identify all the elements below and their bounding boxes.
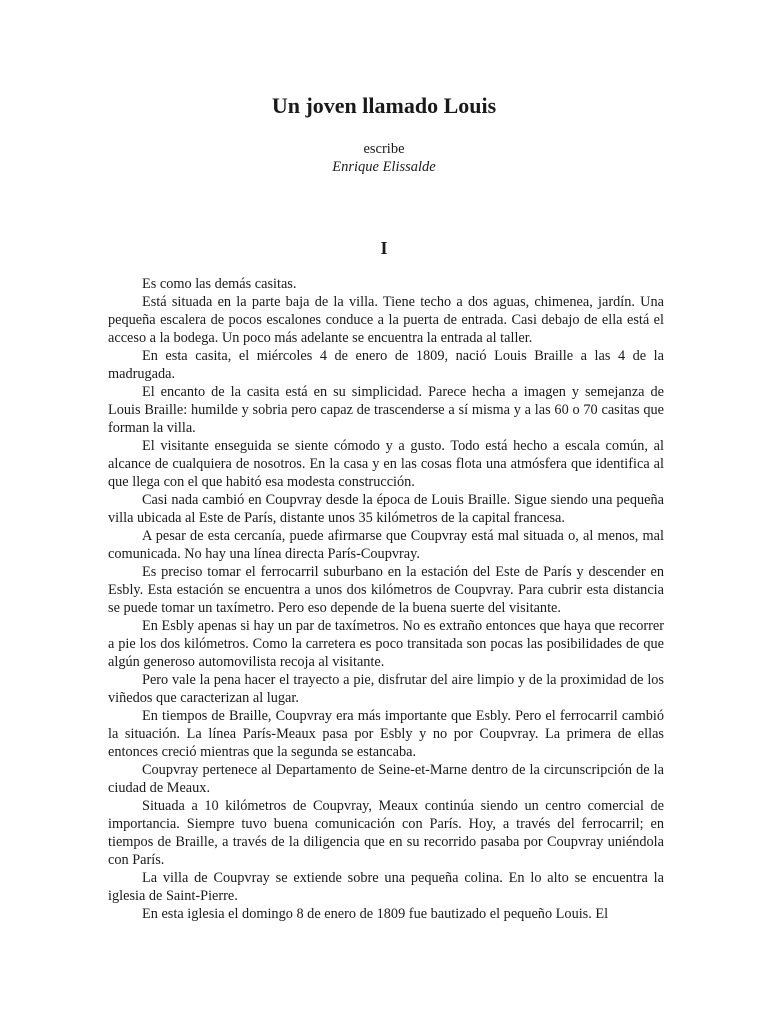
paragraph: En tiempos de Braille, Coupvray era más importante que Esbly. Pero el ferrocarril cambió la situación. La línea París-Meaux pasa por Esbly y no por Coupvray. La primera de ellas entonces creció mientras que la segunda se estancaba. (108, 708, 664, 760)
paragraph: En esta iglesia el domingo 8 de enero de 1809 fue bautizado el pequeño Louis. El (142, 906, 609, 922)
paragraph: En Esbly apenas si hay un par de taxímetros. No es extraño entonces que haya que recorrer a pie los dos kilómetros. Como la carretera es poco transitada son pocas las posibilidades de que algún generoso automovilista recoja al visitante. (108, 618, 664, 670)
paragraph: Pero vale la pena hacer el trayecto a pie, disfrutar del aire limpio y de la proximidad de los viñedos que caracterizan al lugar. (108, 672, 664, 706)
byline-author: Enrique Elissalde (332, 159, 436, 175)
chapter-heading: I (380, 238, 388, 258)
byline-label: escribe (363, 141, 405, 157)
paragraph: Coupvray pertenece al Departamento de Seine-et-Marne dentro de la circunscripción de la ciudad de Meaux. (108, 762, 664, 796)
body-text (108, 275, 664, 923)
paragraph: Casi nada cambió en Coupvray desde la época de Louis Braille. Sigue siendo una pequeña villa ubicada al Este de París, distante unos 35 kilómetros de la capital francesa. (108, 492, 664, 526)
paragraph: Es preciso tomar el ferrocarril suburbano en la estación del Este de París y descender en Esbly. Esta estación se encuentra a unos dos kilómetros de Coupvray. Para cubrir esta distancia se puede tomar un taxímetro. Pero eso depende de la buena suerte del visitante. (108, 564, 664, 616)
paragraph: El encanto de la casita está en su simplicidad. Parece hecha a imagen y semejanza de Louis Braille: humilde y sobria pero capaz de trascenderse a sí misma y a las 60 o 70 casitas que forman la villa. (108, 384, 664, 436)
paragraph: Situada a 10 kilómetros de Coupvray, Meaux continúa siendo un centro comercial de importancia. Siempre tuvo buena comunicación con París. Hoy, a través del ferrocarril; en tiempos de Braille, a través de la diligencia que en su recorrido pasaba por Coupvray uniéndola con París. (108, 798, 664, 868)
paragraph: Está situada en la parte baja de la villa. Tiene techo a dos aguas, chimenea, jardín. Una pequeña escalera de pocos escalones conduce a la puerta de entrada. Casi debajo de ella está el acceso a la bodega. Un poco más adelante se encuentra la entrada al taller. (108, 294, 664, 346)
document-title: Un joven llamado Louis (271, 93, 497, 118)
paragraph: La villa de Coupvray se extiende sobre una pequeña colina. En lo alto se encuentra la iglesia de Saint-Pierre. (108, 870, 664, 904)
paragraph: El visitante enseguida se siente cómodo y a gusto. Todo está hecho a escala común, al alcance de cualquiera de nosotros. En la casa y en las cosas flota una atmósfera que identifica al que llega con el que habitó esa modesta construcción. (108, 438, 664, 490)
paragraph: A pesar de esta cercanía, puede afirmarse que Coupvray está mal situada o, al menos, mal comunicada. No hay una línea directa París-Coupvray. (108, 528, 664, 562)
paragraph: Es como las demás casitas. (142, 276, 297, 292)
paragraph: En esta casita, el miércoles 4 de enero de 1809, nació Louis Braille a las 4 de la madrugada. (108, 348, 664, 382)
